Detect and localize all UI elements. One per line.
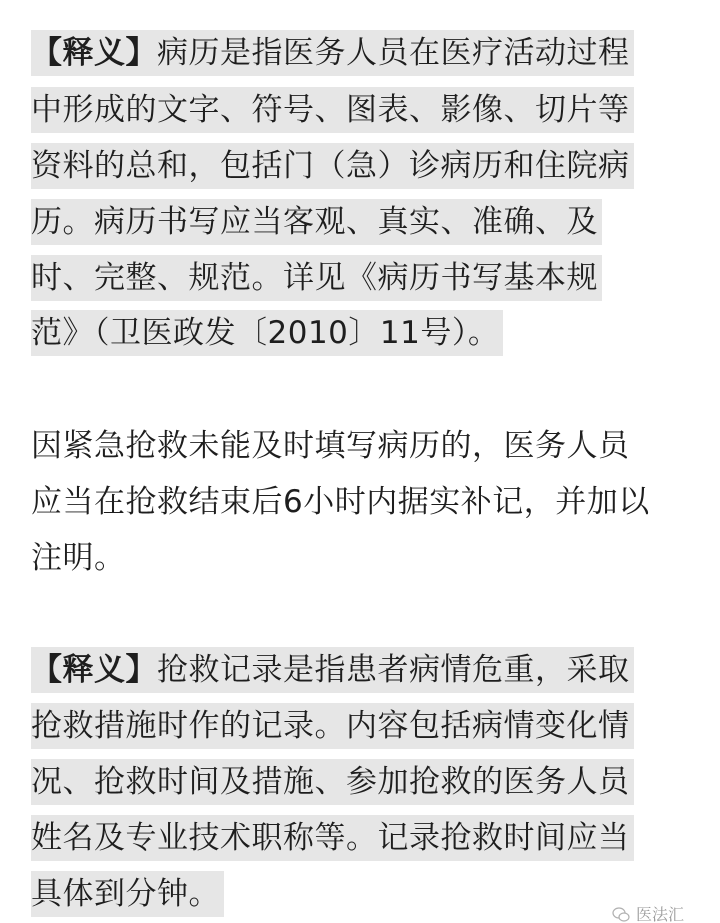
text-line bbox=[31, 30, 634, 76]
text-line bbox=[31, 310, 503, 356]
line-text: 抢救记录是指患者病情危重，采取 bbox=[157, 652, 630, 688]
annotation-tag: 【释义】 bbox=[31, 652, 157, 688]
line-text: 历。病历书写应当客观、真实、准确、及 bbox=[31, 204, 598, 240]
line-text: 况、抢救时间及措施、参加抢救的医务人员 bbox=[31, 764, 630, 800]
text-line bbox=[31, 815, 634, 861]
line-text: 中形成的文字、符号、图表、影像、切片等 bbox=[31, 92, 630, 128]
text-line bbox=[31, 87, 634, 133]
text-line bbox=[31, 535, 126, 581]
line-text: 因紧急抢救未能及时填写病历的，医务人员 bbox=[31, 428, 630, 464]
wechat-icon bbox=[612, 906, 630, 923]
text-line bbox=[31, 871, 224, 917]
text-line bbox=[31, 255, 602, 301]
line-text: 注明。 bbox=[31, 540, 126, 576]
text-line bbox=[31, 143, 634, 189]
annotation-tag: 【释义】 bbox=[31, 35, 157, 71]
text-line bbox=[31, 199, 602, 245]
line-text: 病历是指医务人员在医疗活动过程 bbox=[157, 35, 630, 71]
watermark bbox=[612, 906, 684, 923]
text-line bbox=[31, 423, 630, 469]
line-text: 应当在抢救结束后6小时内据实补记，并加以 bbox=[31, 484, 650, 520]
line-text: 姓名及专业技术职称等。记录抢救时间应当 bbox=[31, 820, 630, 856]
text-line bbox=[31, 479, 650, 525]
line-text: 时、完整、规范。详见《病历书写基本规 bbox=[31, 260, 598, 296]
line-text: 资料的总和，包括门（急）诊病历和住院病 bbox=[31, 148, 630, 184]
text-line bbox=[31, 647, 634, 693]
text-line bbox=[31, 703, 634, 749]
text-line bbox=[31, 759, 634, 805]
line-text: 范》（卫医政发〔2010〕11号）。 bbox=[31, 315, 500, 351]
watermark-text: 医法汇 bbox=[636, 906, 685, 923]
line-text: 具体到分钟。 bbox=[31, 876, 220, 912]
line-text: 抢救措施时作的记录。内容包括病情变化情 bbox=[31, 708, 630, 744]
